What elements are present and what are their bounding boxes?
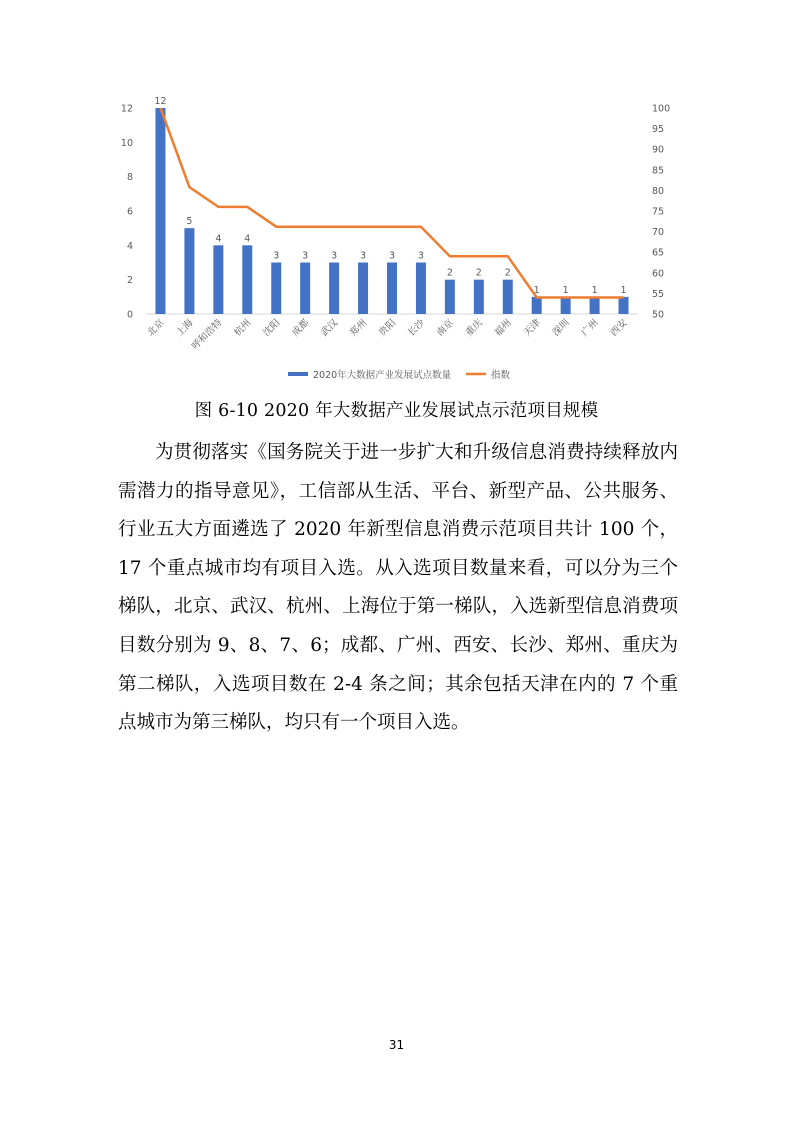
bar	[619, 297, 629, 314]
bar-data-label: 2	[446, 267, 453, 279]
bar-data-label: 3	[302, 250, 309, 262]
right-tick-label: 100	[652, 103, 671, 115]
right-tick-label: 90	[652, 144, 665, 156]
bar	[503, 280, 513, 314]
bar-data-label: 3	[273, 250, 280, 262]
bar	[300, 263, 310, 315]
bar	[329, 263, 339, 315]
right-tick-label: 85	[652, 165, 665, 177]
bar-data-label: 5	[186, 216, 193, 228]
category-label: 天津	[521, 317, 543, 339]
bar-data-label: 2	[504, 267, 511, 279]
right-axis-ticks	[652, 104, 670, 321]
figure-caption: 图 6-10 2020 年大数据产业发展试点示范项目规模	[194, 401, 599, 421]
bar	[590, 297, 600, 314]
bar	[387, 263, 397, 315]
bar	[416, 263, 426, 315]
category-label: 南京	[434, 317, 457, 339]
right-tick-label: 55	[652, 288, 665, 300]
right-tick-label: 50	[652, 309, 665, 321]
legend-line-label: 指数	[491, 370, 511, 381]
right-tick-label: 70	[652, 227, 665, 239]
bar	[358, 263, 368, 315]
bar-data-label: 4	[215, 233, 222, 245]
bar	[242, 245, 252, 314]
legend-bar-label: 2020年大数据产业发展试点数量	[313, 370, 452, 381]
right-tick-label: 95	[652, 124, 665, 136]
category-label: 西安	[608, 317, 630, 339]
bar-data-label: 3	[417, 250, 424, 262]
category-label: 贵阳	[376, 317, 399, 339]
left-tick-label: 2	[126, 275, 133, 287]
left-axis-ticks	[121, 104, 133, 321]
category-label: 沈阳	[261, 317, 283, 339]
category-label: 呼和浩特	[189, 317, 225, 353]
right-tick-label: 80	[652, 185, 665, 197]
category-label: 武汉	[319, 317, 341, 339]
category-label: 福州	[492, 317, 514, 339]
bar-data-label: 1	[562, 284, 569, 296]
left-tick-label: 0	[126, 309, 133, 321]
bar	[271, 263, 281, 315]
page-number: 31	[388, 1038, 405, 1052]
bar-data-label: 1	[620, 284, 627, 296]
category-label: 上海	[174, 317, 196, 339]
bar	[532, 297, 542, 314]
right-tick-label: 75	[652, 206, 665, 218]
bar-data-label: 2	[475, 267, 482, 279]
bar-data-label: 3	[360, 250, 367, 262]
left-tick-label: 6	[126, 206, 133, 218]
right-tick-label: 65	[652, 247, 665, 259]
bar	[213, 245, 223, 314]
legend-bar-swatch	[288, 372, 308, 376]
category-label: 长沙	[405, 317, 428, 339]
category-label: 北京	[145, 317, 167, 339]
bar	[561, 297, 571, 314]
bar-data-label: 1	[533, 284, 540, 296]
bar-data-label: 3	[331, 250, 338, 262]
bar-data-label: 4	[244, 233, 251, 245]
left-tick-label: 10	[120, 137, 133, 149]
combo-chart	[0, 0, 793, 390]
left-tick-label: 12	[120, 103, 133, 115]
bar-data-label: 3	[388, 250, 396, 262]
category-labels	[145, 316, 630, 352]
bar	[155, 108, 165, 314]
category-label: 深圳	[550, 317, 572, 339]
bar-data-label: 12	[154, 96, 167, 107]
category-label: 杭州	[232, 317, 254, 339]
left-tick-label: 8	[126, 172, 133, 184]
category-label: 成都	[290, 317, 312, 339]
right-tick-label: 60	[652, 268, 665, 280]
body-paragraph: 为贯彻落实《国务院关于进一步扩大和升级信息消费持续释放内需潜力的指导意见》，工信部从生活、平台、新型产品、公共服务、行业五大方面遴选了 2020 年新型信息消费示范项目共计 100 个，17 个重点城市均有项目入选。从入选项目数量来看，可以分为三个梯队，北京、武汉、杭州、上海位于第一梯队，入选新型信息消费项目数分别为 9、8、7、6；成都、广州、西安、长沙、郑州、重庆为第二梯队，入选项目数在 2-4 条之间；其余包括天津在内的 7 个重点城市为第三梯队，均只有一个项目入选。	[118, 442, 678, 734]
category-label: 重庆	[463, 317, 485, 339]
category-label: 广州	[579, 317, 601, 339]
bar	[184, 228, 194, 314]
legend	[288, 369, 511, 381]
category-label: 郑州	[347, 317, 370, 339]
bar-series	[155, 108, 628, 314]
bar	[445, 280, 455, 314]
bar-data-label: 1	[591, 284, 598, 296]
left-tick-label: 4	[126, 240, 133, 252]
bar	[474, 280, 484, 314]
